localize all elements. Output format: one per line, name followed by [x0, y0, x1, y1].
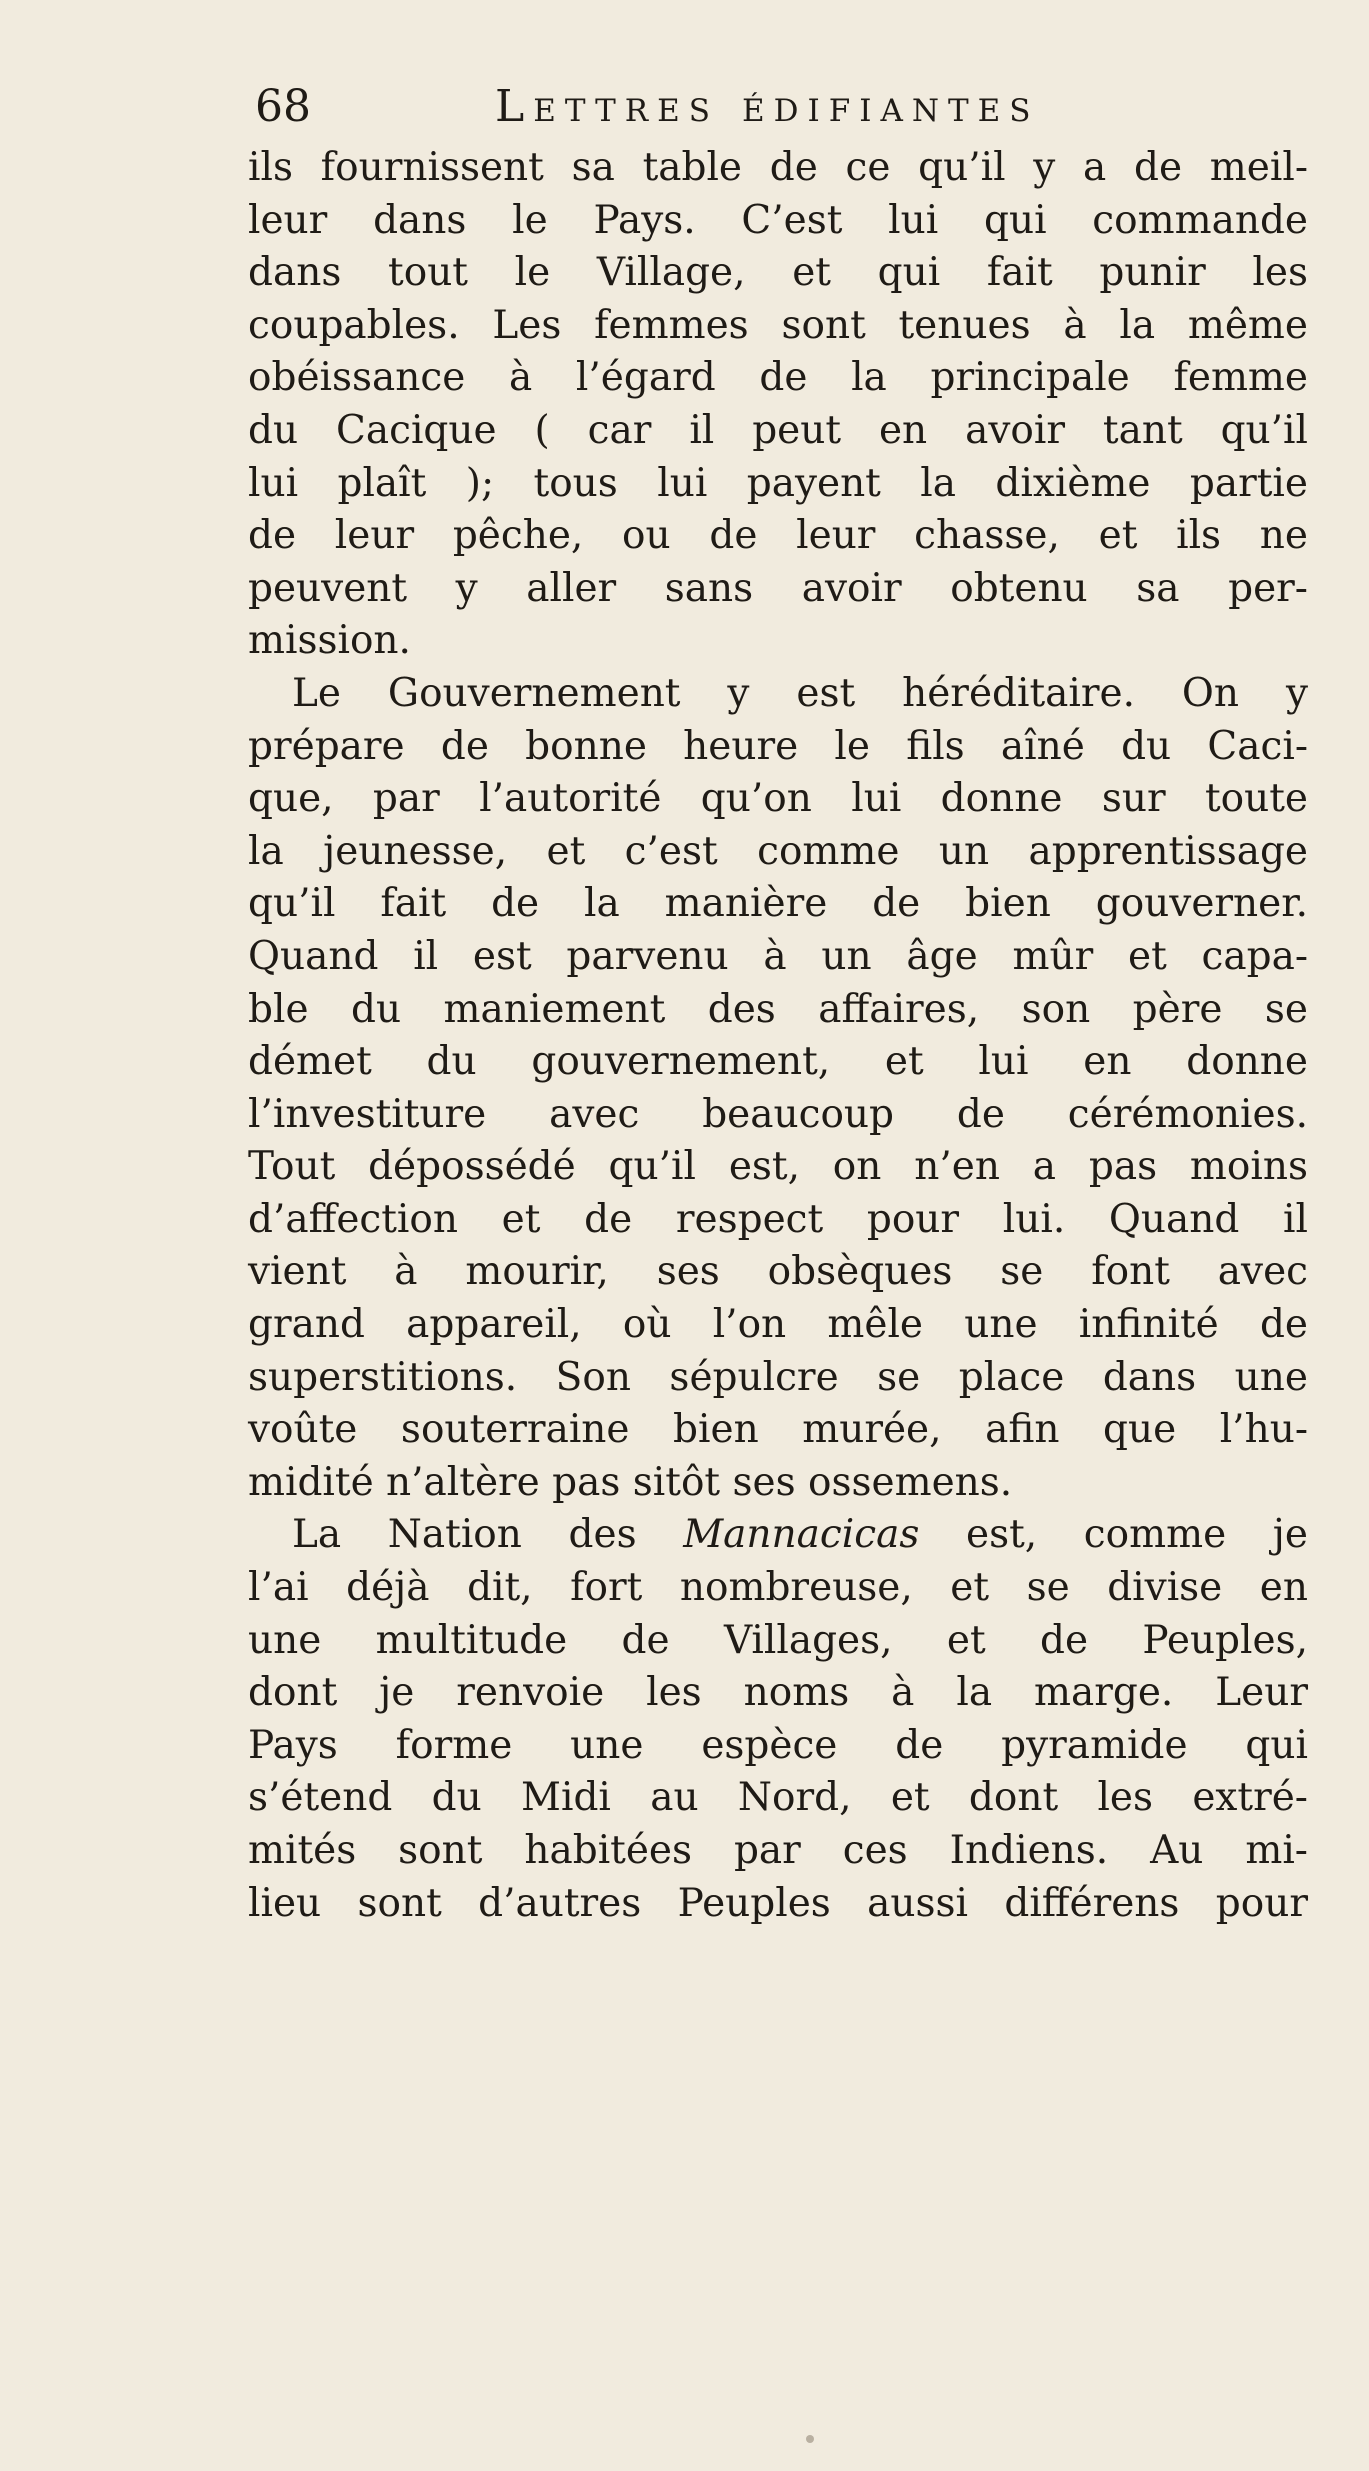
text-line: mités sont habitées par ces Indiens. Au mi-: [248, 1828, 1308, 1873]
text-line: vient à mourir, ses obsèques se font avec: [248, 1249, 1308, 1295]
text-line: La Nation des Mannacicas est, comme je: [292, 1512, 1308, 1558]
running-title: Lettres édifiantes: [495, 81, 1040, 132]
text-line: Le Gouvernement y est héréditaire. On y: [292, 670, 1308, 716]
text-line: grand appareil, où l’on mêle une infinité de: [248, 1302, 1308, 1348]
text-line: peuvent y aller sans avoir obtenu sa per-: [248, 565, 1308, 611]
text-line: leur dans le Pays. C’est lui qui commande: [248, 197, 1308, 243]
italic-name: Mannacicas: [683, 1512, 920, 1558]
text-line: ils fournissent sa table de ce qu’il y a de meil-: [248, 145, 1308, 190]
text-line: d’affection et de respect pour lui. Quand il: [248, 1196, 1308, 1242]
text-line: de leur pêche, ou de leur chasse, et ils ne: [248, 513, 1308, 559]
text-line: obéissance à l’égard de la principale femme: [248, 355, 1308, 401]
text-line: prépare de bonne heure le fils aîné du Caci-: [248, 723, 1308, 769]
text-line: du Cacique ( car il peut en avoir tant qu’il: [248, 407, 1308, 453]
text-line: la jeunesse, et c’est comme un apprentissage: [248, 828, 1308, 874]
text-line: dont je renvoie les noms à la marge. Leur: [248, 1670, 1308, 1716]
running-head: [255, 72, 1155, 142]
text-line: superstitions. Son sépulcre se place dans une: [248, 1354, 1308, 1400]
text-line: ble du maniement des affaires, son père se: [248, 986, 1308, 1032]
page-number: 68: [255, 81, 311, 132]
text-line: lieu sont d’autres Peuples aussi différens pour: [248, 1880, 1308, 1926]
text-line: coupables. Les femmes sont tenues à la même: [248, 302, 1308, 348]
text-line: une multitude de Villages, et de Peuples,: [248, 1617, 1308, 1663]
text-line: l’investiture avec beaucoup de cérémonies.: [248, 1091, 1308, 1137]
text-line: Tout dépossédé qu’il est, on n’en a pas moins: [248, 1144, 1308, 1190]
text-line: dans tout le Village, et qui fait punir les: [248, 250, 1308, 296]
text-line: démet du gouvernement, et lui en donne: [248, 1039, 1308, 1085]
paper-speck: [806, 2435, 814, 2443]
text-line: Pays forme une espèce de pyramide qui: [248, 1722, 1308, 1768]
text-line: voûte souterraine bien murée, afin que l’hu-: [248, 1407, 1308, 1453]
text-line: s’étend du Midi au Nord, et dont les extré-: [248, 1775, 1308, 1821]
text-line: qu’il fait de la manière de bien gouverner.: [248, 881, 1308, 927]
text-line: Quand il est parvenu à un âge mûr et capa-: [248, 933, 1308, 979]
text-line: lui plaît ); tous lui payent la dixième partie: [248, 460, 1308, 506]
text-line: mission.: [248, 618, 411, 664]
text-line: que, par l’autorité qu’on lui donne sur toute: [248, 776, 1308, 822]
text-line: midité n’altère pas sitôt ses ossemens.: [248, 1459, 1013, 1505]
body-text: [248, 142, 1308, 1930]
text-line: l’ai déjà dit, fort nombreuse, et se divise en: [248, 1565, 1308, 1611]
